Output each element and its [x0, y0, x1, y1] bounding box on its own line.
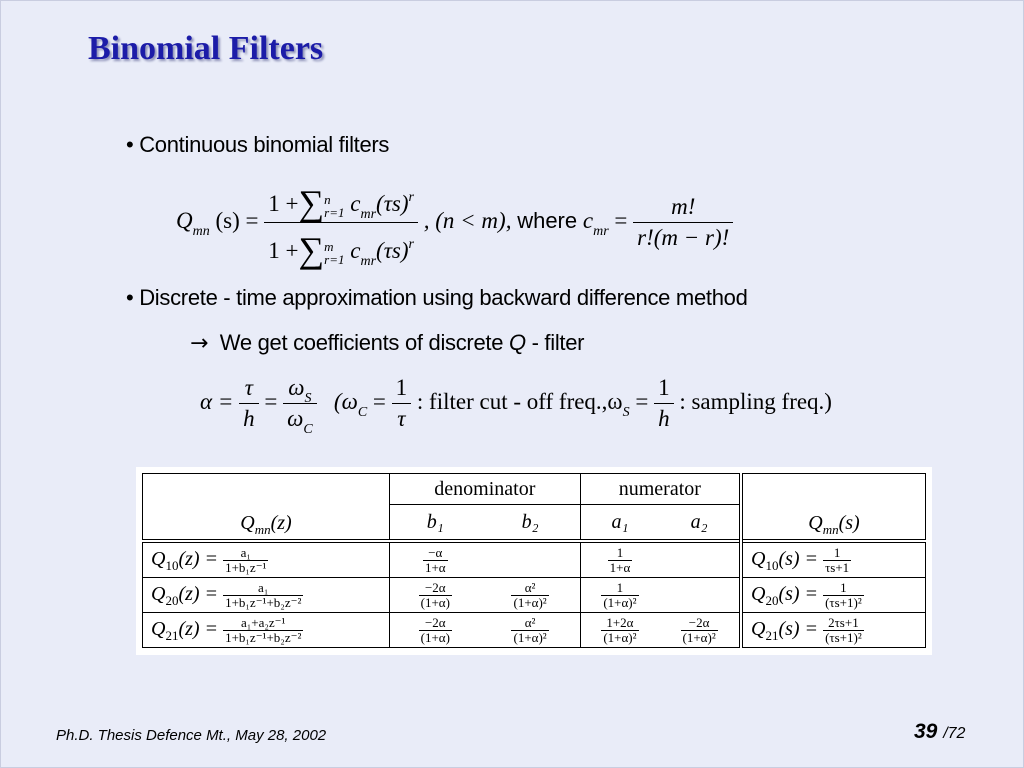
cell-qz: $Q_{21}(z)$ = $\frac{\text{a₁+a₂z⁻¹}}{\text{1+b₁z⁻¹+b₂z⁻²}}$ — [143, 613, 390, 648]
b1-fraction — [419, 581, 452, 610]
table-row — [143, 578, 926, 613]
header-numerator: numerator — [580, 474, 741, 505]
b2-fraction-num: α² — [511, 616, 548, 631]
header-qz-sub: mn — [254, 522, 271, 537]
a2-fraction — [681, 616, 718, 645]
header-a2: a₂ — [659, 505, 741, 542]
eq1-num-coef-sub: mr — [360, 207, 377, 222]
b1-fraction — [423, 546, 448, 575]
eq2-f1-num: τ — [239, 375, 259, 404]
eq2-open: (ω — [333, 388, 358, 414]
qs-fraction-num: 1 — [823, 581, 864, 596]
qs-fraction-den: τs+1 — [825, 559, 850, 575]
page-total: /72 — [943, 725, 966, 742]
eq1-arg: (s) = — [215, 207, 259, 233]
table-row — [143, 613, 926, 648]
a2-fraction-num: −2α — [681, 616, 718, 631]
eq1-den-ts: (τs) — [376, 238, 409, 263]
page-number — [914, 720, 965, 744]
qs-fraction-den: (τs+1)² — [825, 594, 862, 610]
eq1-c-lhs-sub: mr — [593, 223, 609, 239]
eq1-c-fraction — [633, 194, 733, 251]
eq2-equals-3: = — [635, 388, 649, 414]
coefficient-table-panel — [136, 467, 932, 655]
a1-fraction — [601, 616, 638, 645]
eq1-lhs: Q — [176, 207, 193, 233]
eq2-text1: : filter cut - off freq.,ω — [416, 388, 623, 414]
eq2-frac-1-h — [654, 375, 674, 432]
eq1-c-lhs: c — [582, 207, 594, 233]
qs-fraction — [823, 546, 851, 575]
eq2-frac-omega — [283, 375, 317, 437]
cell-qs: $Q_{20}(s)$ = $\frac{1}{\text{(τs+1)²}}$ — [741, 578, 926, 613]
arrow-line-tail: - filter — [531, 330, 585, 355]
eq1-den-pow: r — [408, 237, 414, 252]
table-header-row-top — [143, 474, 926, 505]
table-row — [143, 541, 926, 578]
header-denominator: denominator — [390, 474, 581, 505]
eq1-den-one: 1 + — [268, 238, 299, 263]
eq1-denominator — [264, 223, 418, 270]
eq2-f4-den: h — [658, 406, 670, 431]
eq1-num-one: 1 + — [268, 191, 299, 216]
b2-fraction — [511, 616, 548, 645]
eq2-f3-num: 1 — [392, 375, 412, 404]
qz-fraction-den: 1+b₁z⁻¹+b₂z⁻² — [225, 594, 302, 610]
qz-fraction — [223, 581, 303, 610]
header-qs-label: Q — [808, 512, 823, 534]
equation-alpha — [200, 375, 832, 437]
a1-fraction-den: (1+α)² — [603, 594, 637, 610]
coefficient-table — [142, 473, 926, 648]
page-current: 39 — [914, 720, 938, 743]
header-b2: b₂ — [481, 505, 581, 542]
eq1-num-limits — [324, 193, 344, 219]
b2-fraction-num: α² — [511, 581, 548, 596]
eq2-f3-den: τ — [397, 406, 406, 431]
eq1-den-limits — [324, 240, 344, 266]
bullet-discrete: • Discrete - time approximation using backward difference method — [126, 285, 748, 310]
cell-a1 — [580, 613, 659, 648]
qs-fraction-num: 1 — [823, 546, 851, 561]
header-qz-label: Q — [240, 512, 255, 534]
qz-fraction-den: 1+b₁z⁻¹ — [225, 559, 267, 575]
eq2-f2-num-omega: ω — [288, 375, 305, 400]
cell-qs: $Q_{10}(s)$ = $\frac{1}{\tau s+1}$ — [741, 541, 926, 578]
header-qz-arg: (z) — [270, 512, 292, 534]
arrow-line-text: We get coefficients of discrete — [219, 330, 504, 355]
b1-fraction-den: (1+α) — [420, 629, 450, 645]
eq2-text2: : sampling freq.) — [679, 388, 832, 414]
a1-fraction-den: (1+α)² — [603, 629, 637, 645]
eq2-equals: = — [264, 388, 278, 414]
qz-fraction-num: a₁ — [223, 546, 268, 561]
equation-qmn — [176, 178, 733, 270]
a2-fraction-den: (1+α)² — [682, 629, 716, 645]
eq2-f1-den: h — [243, 406, 255, 431]
eq2-frac-1-tau — [392, 375, 412, 432]
b2-fraction-den: (1+α)² — [513, 594, 547, 610]
eq2-f2-den — [283, 404, 317, 437]
cell-b2 — [481, 541, 581, 578]
slide-title: Binomial Filters — [88, 30, 324, 67]
footer-text: Ph.D. Thesis Defence Mt., May 28, 2002 — [56, 727, 327, 744]
sum-icon: ∑ — [298, 230, 325, 270]
b2-fraction-den: (1+α)² — [513, 629, 547, 645]
cell-a1 — [580, 578, 659, 613]
cell-b2 — [481, 578, 581, 613]
qz-fraction-num: a₁ — [223, 581, 303, 596]
eq2-equals-2: = — [372, 388, 386, 414]
qs-fraction — [823, 616, 864, 645]
header-qs-sub: mn — [822, 522, 839, 537]
header-qs-arg: (s) — [838, 512, 860, 534]
eq2-alpha: α = — [200, 388, 234, 414]
table-body — [143, 541, 926, 648]
eq2-f2-num-sub: S — [304, 391, 312, 406]
eq2-f2-num — [283, 375, 317, 404]
qz-fraction-num: a₁+a₂z⁻¹ — [223, 616, 303, 631]
eq1-equals: = — [614, 207, 628, 233]
eq1-num-upper: n — [324, 191, 331, 207]
eq1-den-coef: c — [350, 238, 361, 263]
eq1-num-pow: r — [408, 190, 414, 205]
qs-fraction — [823, 581, 864, 610]
eq2-frac-tau-h — [239, 375, 259, 432]
eq1-condition: , (n < m), — [423, 207, 512, 233]
eq1-den-lower: r=1 — [324, 251, 345, 267]
arrow-right-icon: → — [190, 331, 209, 356]
b1-fraction-num: −2α — [419, 616, 452, 631]
eq1-c-num: m! — [633, 194, 733, 223]
eq1-num-ts: (τs) — [376, 191, 409, 216]
eq1-den-upper: m — [324, 238, 334, 254]
cell-a2 — [659, 578, 741, 613]
a1-fraction — [608, 546, 633, 575]
header-qs — [741, 474, 926, 542]
qs-fraction-den: (τs+1)² — [825, 629, 862, 645]
a1-fraction-num: 1 — [608, 546, 633, 561]
eq2-text1-sub: S — [622, 404, 630, 420]
qz-fraction — [223, 546, 268, 575]
eq2-f2-den-omega: ω — [287, 406, 304, 431]
eq2-open-sub: C — [357, 404, 368, 420]
eq1-fraction — [264, 178, 418, 270]
eq1-num-coef: c — [350, 191, 361, 216]
a1-fraction-den: 1+α — [609, 559, 631, 575]
b1-fraction-num: −2α — [419, 581, 452, 596]
a1-fraction-num: 1 — [601, 581, 638, 596]
eq1-c-den: r!(m − r)! — [637, 225, 730, 250]
cell-b1 — [390, 541, 481, 578]
cell-b1 — [390, 578, 481, 613]
header-qz — [143, 474, 390, 542]
eq1-num-lower: r=1 — [324, 204, 345, 220]
b2-fraction — [511, 581, 548, 610]
b1-fraction — [419, 616, 452, 645]
eq2-f4-num: 1 — [654, 375, 674, 404]
eq1-numerator — [264, 178, 418, 223]
eq2-f2-den-sub: C — [303, 422, 313, 437]
qz-fraction — [223, 616, 303, 645]
bullet-continuous: • Continuous binomial filters — [126, 132, 390, 157]
a1-fraction — [601, 581, 638, 610]
cell-a2 — [659, 541, 741, 578]
b1-fraction-den: (1+α) — [420, 594, 450, 610]
cell-b1 — [390, 613, 481, 648]
cell-b2 — [481, 613, 581, 648]
qs-fraction-num: 2τs+1 — [823, 616, 864, 631]
b1-fraction-den: 1+α — [424, 559, 446, 575]
cell-a2 — [659, 613, 741, 648]
arrow-line — [190, 330, 584, 356]
header-a1: a₁ — [580, 505, 659, 542]
a1-fraction-num: 1+2α — [601, 616, 638, 631]
qz-fraction-den: 1+b₁z⁻¹+b₂z⁻² — [225, 629, 302, 645]
eq1-where: where — [517, 207, 578, 233]
arrow-line-q: Q — [508, 330, 526, 355]
sum-icon: ∑ — [298, 183, 325, 223]
header-b1: b₁ — [390, 505, 481, 542]
cell-a1 — [580, 541, 659, 578]
b1-fraction-num: −α — [423, 546, 448, 561]
cell-qz: $Q_{10}(z)$ = $\frac{\text{a₁}}{\text{1+b₁z⁻¹}}$ — [143, 541, 390, 578]
cell-qs: $Q_{21}(s)$ = $\frac{2\tau s+1}{\text{(τs+1)²}}$ — [741, 613, 926, 648]
eq1-den-coef-sub: mr — [360, 254, 377, 269]
eq1-lhs-sub: mn — [192, 223, 210, 239]
cell-qz: $Q_{20}(z)$ = $\frac{\text{a₁}}{\text{1+b₁z⁻¹+b₂z⁻²}}$ — [143, 578, 390, 613]
